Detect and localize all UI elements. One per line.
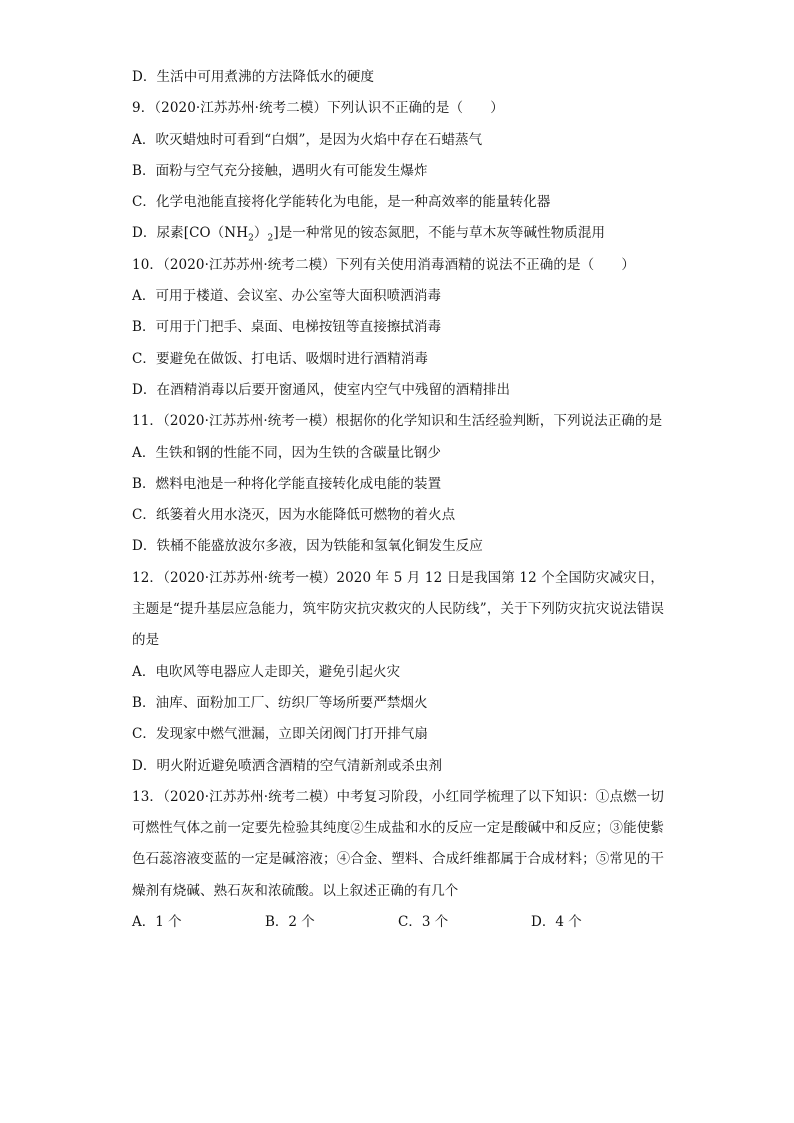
q10-stem: 10．（2020·江苏苏州·统考二模）下列有关使用消毒酒精的说法不正确的是（ ） bbox=[132, 256, 635, 273]
q9-option-d-subscript-1: 2 bbox=[248, 234, 254, 245]
q9-option-d bbox=[132, 218, 664, 249]
q12-stem: 12．（2020·江苏苏州·统考一模）2020 年 5 月 12 日是我国第 12 个全国防灾减灾日，主题是“提升基层应急能力，筑牢防灾抗灾救灾的人民防线”，关于下列防灾抗灾说法错误的是 bbox=[132, 569, 664, 649]
q13-option-d: D．4 个 bbox=[531, 914, 582, 931]
q9-option-a: A．吹灭蜡烛时可看到“白烟”，是因为火焰中存在石蜡蒸气 bbox=[132, 131, 483, 148]
q13-option-c: C．3 个 bbox=[398, 914, 449, 931]
q9-option-d-text-3: ]是一种常见的铵态氮肥，不能与草木灰等碱性物质混用 bbox=[273, 225, 606, 242]
q9-stem: 9．（2020·江苏苏州·统考二模）下列认识不正确的是（ ） bbox=[132, 100, 504, 117]
q13-stem: 13．（2020·江苏苏州·统考二模）中考复习阶段，小红同学梳理了以下知识：①点燃一切可燃性气体之前一定要先检验其纯度②生成盐和水的反应一定是酸碱中和反应；③能使紫色石蕊溶液变蓝的一定是碱溶液；④合金、塑料、合成纤维都属于合成材料；⑤常见的干燥剂有烧碱、熟石灰和浓硫酸。以上叙述正确的有几个 bbox=[132, 788, 664, 899]
q12-option-b: B．油库、面粉加工厂、纺织厂等场所要严禁烟火 bbox=[132, 694, 428, 711]
q11-option-c: C．纸篓着火用水浇灭，因为水能降低可燃物的着火点 bbox=[132, 507, 456, 524]
q9-option-b: B．面粉与空气充分接触，遇明火有可能发生爆炸 bbox=[132, 162, 428, 179]
q13-option-b: B．2 个 bbox=[265, 914, 315, 931]
q11-option-a: A．生铁和钢的性能不同，因为生铁的含碳量比钢少 bbox=[132, 444, 442, 461]
q9-option-d-subscript-2: 2 bbox=[267, 234, 274, 245]
q12-option-c: C．发现家中燃气泄漏，立即关闭阀门打开排气扇 bbox=[132, 726, 429, 743]
q12-option-a: A．电吹风等电器应人走即关，避免引起火灾 bbox=[132, 663, 401, 680]
question-list bbox=[132, 62, 664, 938]
q10-option-a: A．可用于楼道、会议室、办公室等大面积喷洒消毒 bbox=[132, 288, 442, 305]
q10-option-d: D．在酒精消毒以后要开窗通风，使室内空气中残留的酒精排出 bbox=[132, 381, 511, 398]
q13-option-a: A．1 个 bbox=[132, 914, 182, 931]
q8-option-d: D．生活中可用煮沸的方法降低水的硬度 bbox=[132, 69, 375, 85]
q10-option-b: B．可用于门把手、桌面、电梯按钮等直接擦拭消毒 bbox=[132, 319, 442, 336]
q10-option-c: C．要避免在做饭、打电话、吸烟时进行酒精消毒 bbox=[132, 350, 429, 367]
q12-option-d: D．明火附近避免喷洒含酒精的空气清新剂或杀虫剂 bbox=[132, 757, 443, 774]
q13-options bbox=[132, 907, 664, 938]
q9-option-d-text-1: D．尿素[CO（NH bbox=[132, 225, 249, 242]
q11-option-b: B．燃料电池是一种将化学能直接转化成电能的装置 bbox=[132, 475, 442, 492]
q11-stem: 11．（2020·江苏苏州·统考一模）根据你的化学知识和生活经验判断，下列说法正确的是 bbox=[132, 413, 663, 430]
q9-option-d-text-2: ） bbox=[253, 225, 268, 242]
q9-option-c: C．化学电池能直接将化学能转化为电能，是一种高效率的能量转化器 bbox=[132, 194, 551, 211]
q11-option-d: D．铁桶不能盛放波尔多液，因为铁能和氢氧化铜发生反应 bbox=[132, 538, 483, 555]
